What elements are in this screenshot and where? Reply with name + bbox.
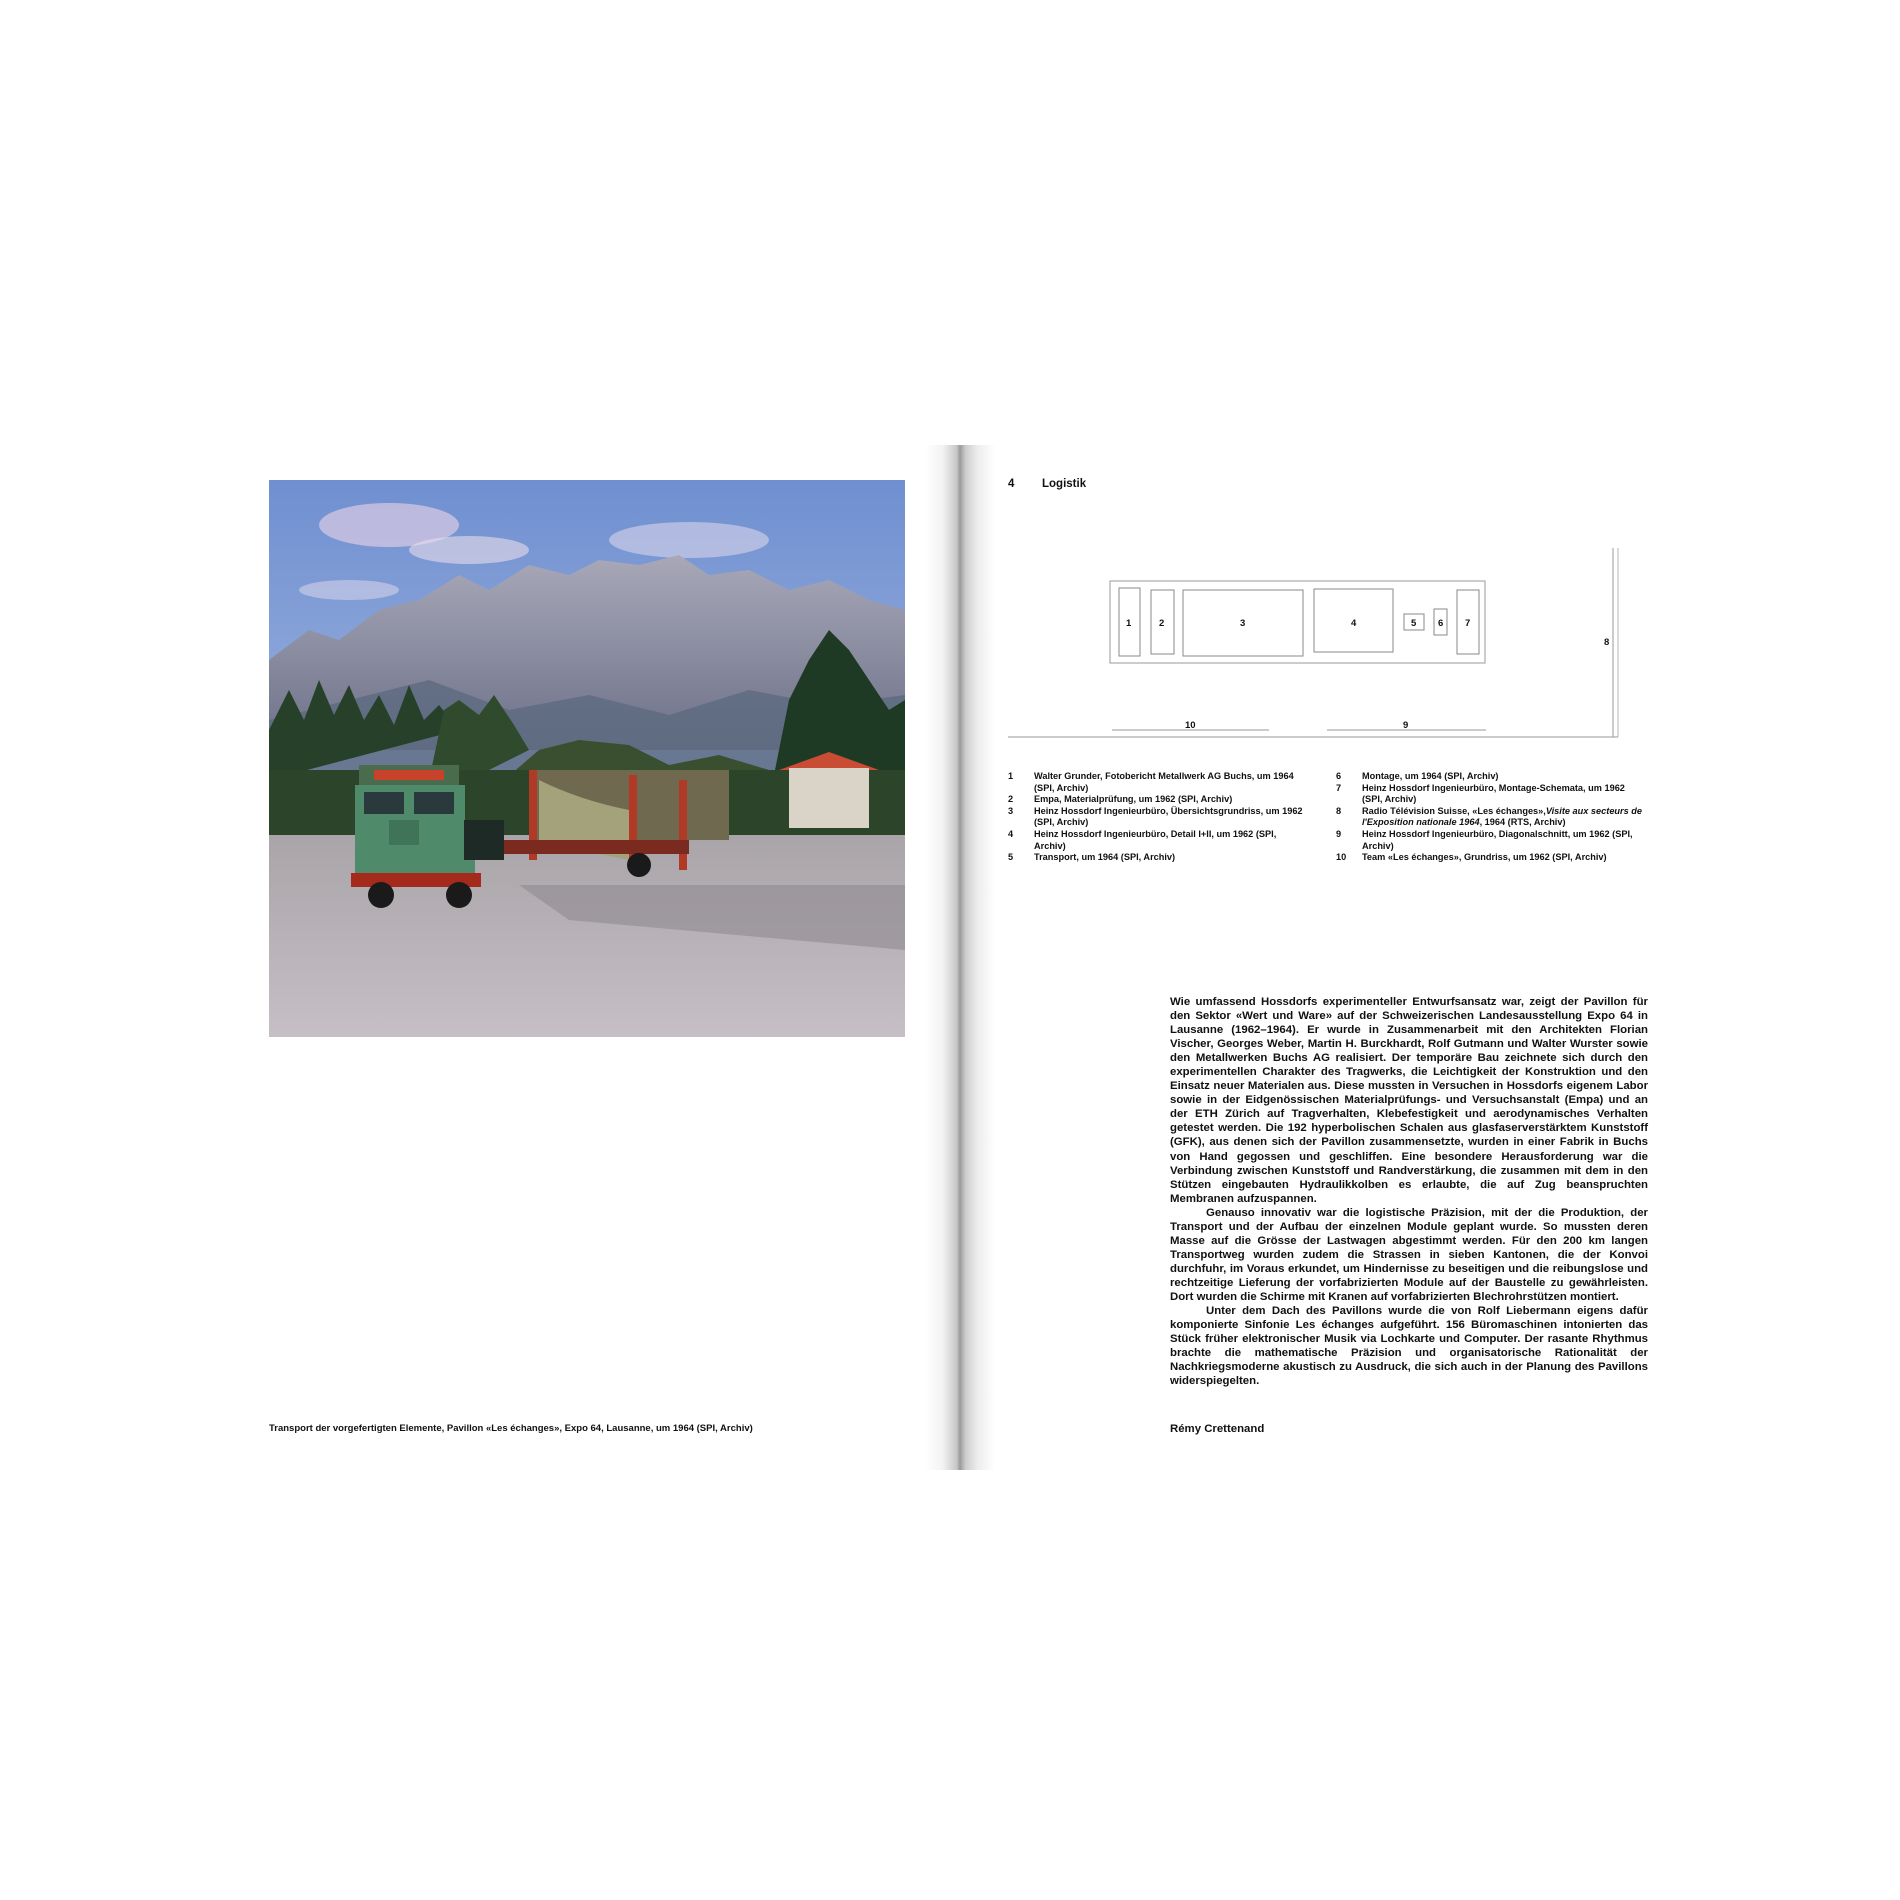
legend-number: 7 <box>1336 782 1342 793</box>
legend-text: Heinz Hossdorf Ingenieurbüro, Montage-Schemata, um 1962 (SPI, Archiv) <box>1362 782 1625 805</box>
legend-text: , 1964 (RTS, Archiv) <box>1479 817 1566 828</box>
legend-text: Heinz Hossdorf Ingenieurbüro, Übersichtsgrundriss, um 1962 (SPI, Archiv) <box>1034 805 1303 828</box>
truck-mountain-photo <box>269 480 905 1037</box>
body-paragraph: Genauso innovativ war die logistische Präzision, mit der die Produktion, der Transport und der Aufbau der einzelnen Module geplant wurde. So mussten deren Masse auf die Grösse der Lastwagen abgestimmt werden. Für den 200 km langen Transportweg wurden zudem die Strassen in sieben Kantonen, die der Konvoi durchfuhr, im Voraus erkundet, um Hindernisse zu beseitigen und die reibungslose und rechtzeitige Lieferung der vorfabrizierten Module auf der Baustelle zu gewährleisten. Dort wurden die Schirme mit Kranen auf vorfabrizierten Blechrohrstützen montiert. <box>1170 1206 1648 1303</box>
legend-text: Montage, um 1964 (SPI, Archiv) <box>1362 771 1499 781</box>
author-name: Rémy Crettenand <box>1170 1423 1265 1435</box>
legend-number: 6 <box>1336 771 1342 781</box>
legend-number: 3 <box>1008 805 1014 816</box>
legend-number: 5 <box>1008 852 1014 863</box>
legend-text: Empa, Materialprüfung, um 1962 (SPI, Archiv) <box>1034 794 1233 805</box>
legend-number: 10 <box>1336 852 1347 863</box>
chapter-number: 4 <box>1008 478 1015 490</box>
legend-text: Heinz Hossdorf Ingenieurbüro, Diagonalschnitt, um 1962 (SPI, Archiv) <box>1362 828 1633 851</box>
layout-plan-diagram <box>1000 545 1630 745</box>
legend-left <box>1008 771 1308 864</box>
body-text <box>1170 995 1648 1388</box>
legend-item <box>1336 806 1644 829</box>
legend-number: 1 <box>1008 771 1014 781</box>
plan-label-1: 1 <box>1126 618 1132 629</box>
legend-text: Transport, um 1964 (SPI, Archiv) <box>1034 852 1176 863</box>
legend-text: Radio Télévision Suisse, «Les échanges», <box>1362 805 1546 816</box>
legend-number: 4 <box>1008 828 1014 839</box>
body-paragraph: Wie umfassend Hossdorfs experimenteller Entwurfsansatz war, zeigt der Pavillon für den Sektor «Wert und Ware» auf der Schweizerischen Landesausstellung Expo 64 in Lausanne (1962–1964). Er wurde in Zusammenarbeit mit den Architekten Florian Vischer, Georges Weber, Martin H. Burckhardt, Rolf Gutmann und Walter Wurster sowie den Metallwerken Buchs AG realisiert. Der temporäre Bau zeichnete sich durch den experimentellen Charakter des Tragwerks, die Leichtigkeit der Konstruktion und den Einsatz neuer Materialen aus. Diese mussten in Versuchen in Hossdorfs eigenem Labor sowie in der Eidgenössischen Materialprüfungs- und Versuchsanstalt (Empa) und an der ETH Zürich auf Tragverhalten, Klebefestigkeit und aerodynamisches Verhalten getestet werden. Die 192 hyperbolischen Schalen aus glasfaserverstärktem Kunststoff (GFK), aus denen sich der Pavillon zusammensetzte, wurden in einer Fabrik in Buchs von Hand gegossen und geschliffen. Eine besondere Herausforderung war die Verbindung zwischen Kunststoff und Randverstärkung, die zusammen mit dem in den Stützen eingebauten Hydraulikkolben es erlaubte, die auf Zug beanspruchten Membranen aufzuspannen. <box>1170 996 1648 1205</box>
plan-label-5: 5 <box>1411 618 1417 629</box>
plan-label-9: 9 <box>1403 720 1409 731</box>
legend-item <box>1008 852 1308 864</box>
photo-caption: Transport der vorgefertigten Elemente, Pavillon «Les échanges», Expo 64, Lausanne, um 1964 (SPI, Archiv) <box>269 1423 753 1434</box>
legend-item <box>1008 829 1308 852</box>
legend-number: 2 <box>1008 794 1014 805</box>
book-gutter <box>925 445 995 1470</box>
legend-item <box>1336 852 1644 864</box>
legend-text: Walter Grunder, Fotobericht Metallwerk AG Buchs, um 1964 (SPI, Archiv) <box>1034 771 1294 793</box>
legend-text: Team «Les échanges», Grundriss, um 1962 (SPI, Archiv) <box>1362 852 1607 863</box>
legend-item <box>1008 794 1308 806</box>
plan-label-7: 7 <box>1465 618 1471 629</box>
plan-label-2: 2 <box>1159 618 1165 629</box>
legend-item <box>1336 829 1644 852</box>
legend-item <box>1336 771 1644 783</box>
plan-label-10: 10 <box>1185 720 1196 731</box>
plan-outer-frame <box>1110 581 1485 663</box>
legend-text: Heinz Hossdorf Ingenieurbüro, Detail I+II, um 1962 (SPI, Archiv) <box>1034 828 1277 851</box>
plan-label-6: 6 <box>1438 618 1444 629</box>
legend-text-italic: Visite aux secteurs de l'Exposition nationale 1964 <box>1362 805 1643 828</box>
chapter-title: Logistik <box>1042 478 1087 490</box>
legend-item <box>1336 783 1644 806</box>
plan-label-8: 8 <box>1604 637 1610 648</box>
legend-right <box>1336 771 1644 864</box>
legend-number: 8 <box>1336 805 1342 816</box>
plan-label-4: 4 <box>1351 618 1357 629</box>
legend-item <box>1008 806 1308 829</box>
plan-label-3: 3 <box>1240 618 1246 629</box>
legend-number: 9 <box>1336 828 1342 839</box>
body-paragraph: Unter dem Dach des Pavillons wurde die von Rolf Liebermann eigens dafür komponierte Sinfonie Les échanges aufgeführt. 156 Büromaschinen intonierten das Stück früher elektronischer Musik via Lochkarte und Computer. Der rasante Rhythmus brachte die mathematische Präzision und organisatorische Rationalität der Nachkriegsmoderne akustisch zu Ausdruck, die sich auch in der Planung des Pavillons widerspiegelten. <box>1170 1305 1648 1388</box>
legend-item <box>1008 771 1308 794</box>
